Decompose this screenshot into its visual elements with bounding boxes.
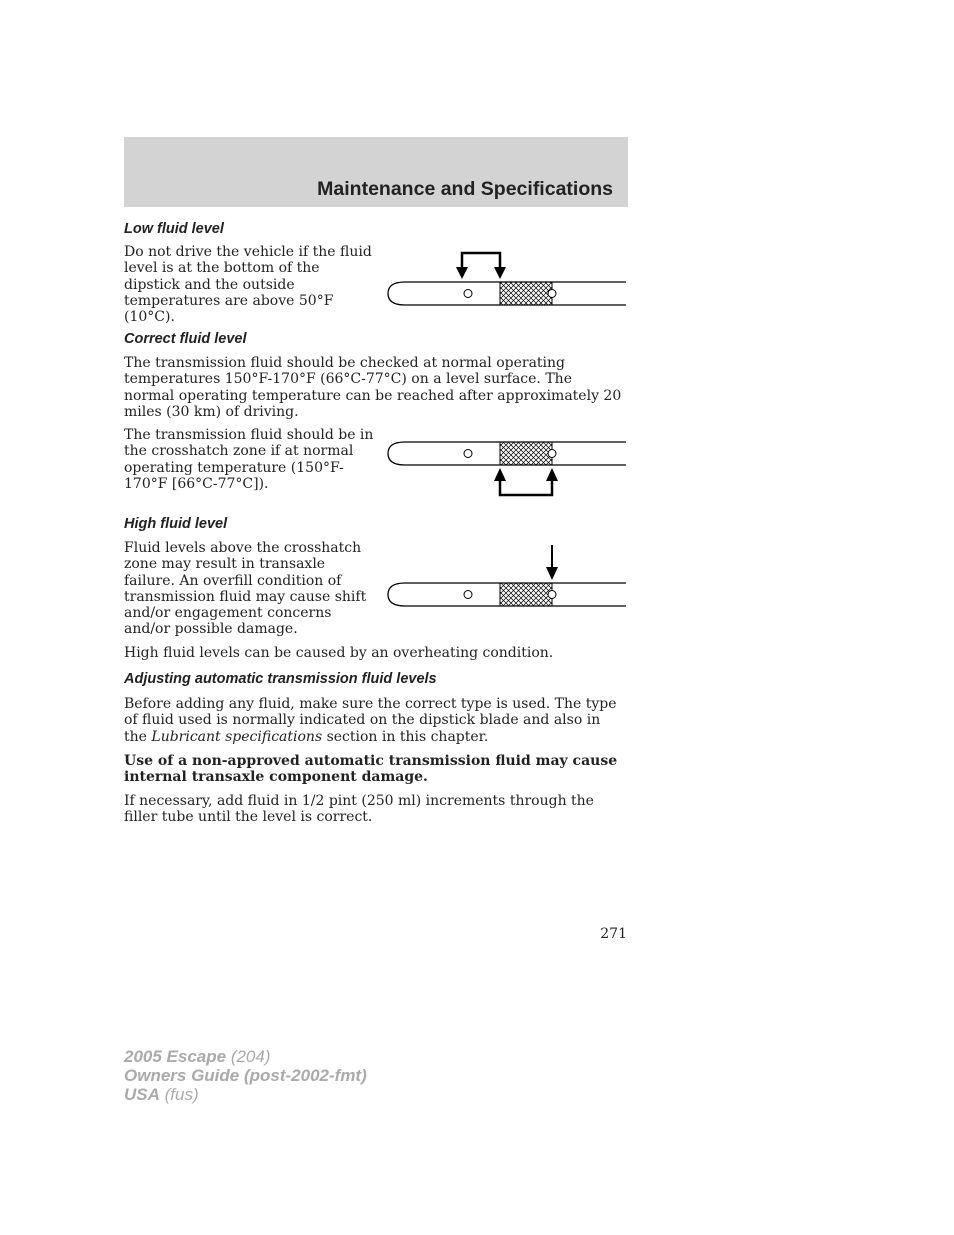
adjusting-text-1-part-1: Before adding any fluid, make sure the correct type is used. The type of fluid used is normally indicated on the dipstick blade and also in the (124, 696, 617, 745)
lubricant-specifications-reference: Lubricant specifications (151, 728, 323, 745)
high-mark-hole (548, 450, 556, 458)
footer-market: USA (124, 1085, 160, 1104)
dipstick-high-level-diagram (386, 543, 628, 613)
footer-market-code: (fus) (159, 1085, 199, 1104)
crosshatch-zone (500, 282, 552, 305)
correct-fluid-text-1: The transmission fluid should be checked at normal operating temperatures 150°F-170°F (66°C-77°C) on a level surface. The normal operating temperature can be reached after approximately 20 miles (30 km) of driving. (124, 355, 622, 420)
arrow-bracket-up (494, 468, 558, 495)
crosshatch-zone (500, 583, 552, 606)
dipstick-correct-level-diagram (386, 430, 628, 500)
high-mark-hole (548, 591, 556, 599)
footer-line-3 (124, 1085, 367, 1104)
page-number: 271 (600, 926, 627, 942)
adjusting-text-1-part-2: section in this chapter. (322, 728, 489, 745)
low-mark-hole (464, 290, 472, 298)
adjusting-text-2: If necessary, add fluid in 1/2 pint (250 ml) increments through the filler tube until the level is correct. (124, 793, 594, 826)
heading-adjusting-fluid-levels: Adjusting automatic transmission fluid levels (124, 671, 437, 687)
document-footer (124, 1047, 367, 1104)
arrow-down (546, 545, 558, 580)
low-mark-hole (464, 450, 472, 458)
low-fluid-text: Do not drive the vehicle if the fluid level is at the bottom of the dipstick and the outside temperatures are above 50°F (10°C). (124, 244, 372, 326)
dipstick-low-level-diagram (386, 248, 628, 318)
adjusting-text-1 (124, 696, 624, 745)
heading-high-fluid-level: High fluid level (124, 516, 228, 532)
crosshatch-zone (500, 442, 552, 465)
footer-line-1 (124, 1047, 367, 1066)
footer-line-2: Owners Guide (post-2002-fmt) (124, 1066, 367, 1085)
section-title: Maintenance and Specifications (317, 178, 613, 200)
low-mark-hole (464, 591, 472, 599)
heading-low-fluid-level: Low fluid level (124, 221, 224, 237)
footer-model: 2005 Escape (124, 1047, 227, 1066)
high-mark-hole (548, 290, 556, 298)
footer-model-code: (204) (226, 1047, 271, 1066)
heading-correct-fluid-level: Correct fluid level (124, 331, 247, 347)
fluid-warning-text: Use of a non-approved automatic transmission fluid may cause internal transaxle component damage. (124, 753, 618, 786)
correct-fluid-text-2: The transmission fluid should be in the crosshatch zone if at normal operating temperature (150°F-170°F [66°C-77°C]). (124, 427, 374, 492)
section-header-band (124, 137, 628, 207)
arrow-bracket-down (456, 253, 506, 279)
high-fluid-text-2: High fluid levels can be caused by an overheating condition. (124, 645, 554, 661)
high-fluid-text-1: Fluid levels above the crosshatch zone may result in transaxle failure. An overfill condition of transmission fluid may cause shift and/or engagement concerns and/or possible damage. (124, 540, 367, 638)
